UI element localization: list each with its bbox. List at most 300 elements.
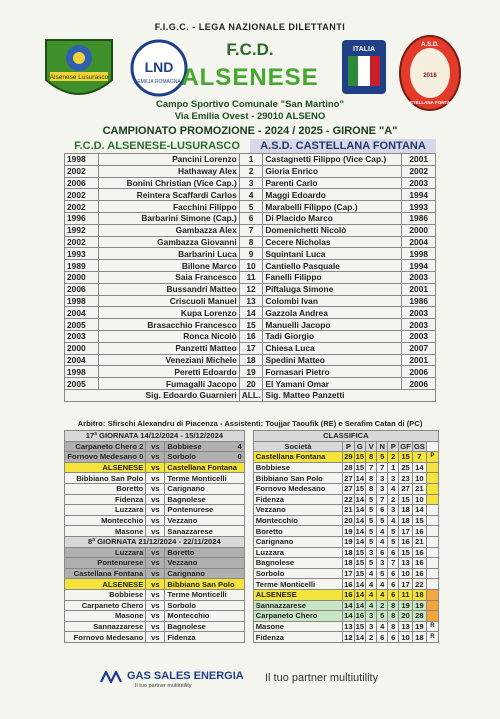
fixture-away: Bobbiese 4 <box>165 441 244 452</box>
classifica-header: Società <box>253 441 342 452</box>
standing-value: 19 <box>399 600 413 611</box>
standing-value: 16 <box>412 568 426 579</box>
fixture-away: Fidenza <box>165 632 244 643</box>
club-name: ALSENESE <box>181 64 319 91</box>
standing-value: 27 <box>399 483 413 494</box>
standing-value: 7 <box>388 558 399 569</box>
roster-row <box>65 201 436 213</box>
standing-value: 15 <box>412 515 426 526</box>
fixture-row <box>65 462 439 473</box>
home-player-year: 1993 <box>65 248 99 260</box>
standing-value: 5 <box>366 505 377 516</box>
standing-team: Vezzano <box>253 505 342 516</box>
zone-cell <box>426 441 438 452</box>
away-player-year: 1994 <box>402 260 436 272</box>
standing-value: 14 <box>412 462 426 473</box>
sponsor-sub: Il tuo partner multiutility <box>135 683 192 689</box>
standing-value: 6 <box>388 589 399 600</box>
fixture-home: Carpaneto Chero 2 <box>65 441 146 452</box>
home-player-name: Pancini Lorenzo <box>98 154 239 166</box>
fixture-row <box>65 547 439 558</box>
roster-row <box>65 366 436 378</box>
standing-value: 3 <box>377 483 388 494</box>
standing-value: 2 <box>388 494 399 505</box>
fixture-vs: vs <box>146 621 165 632</box>
away-coach: Sig. Matteo Panzetti <box>263 389 436 401</box>
standing-value: 17 <box>344 569 353 579</box>
away-logo-bottom-text: CASTELLANA FONTANA <box>403 100 457 105</box>
sponsor-brand: GAS SALES ENERGIA <box>127 670 244 682</box>
fixture-vs: vs <box>146 632 165 643</box>
zone-marker <box>426 611 438 622</box>
standing-value: 28 <box>344 463 353 473</box>
home-coach: Sig. Edoardo Guarnieri <box>65 389 240 401</box>
fixture-row <box>65 600 439 611</box>
standing-value: 22 <box>344 494 353 504</box>
standing-team: Masone <box>253 621 342 632</box>
fixture-home: Bobbiese <box>65 589 146 600</box>
standing-team: Bagnolese <box>253 558 342 569</box>
home-player-name: Kupa Lorenzo <box>98 307 239 319</box>
classifica-header: P <box>388 441 399 452</box>
away-player-name: Cecere Nicholas <box>263 236 402 248</box>
home-player-name: Barbarini Luca <box>98 248 239 260</box>
standing-value: 6 <box>388 568 399 579</box>
away-player-year: 1998 <box>402 248 436 260</box>
shirt-number: 1 <box>239 154 263 166</box>
standing-value: 23 <box>399 473 413 484</box>
standing-value: 4 <box>388 483 399 494</box>
away-player-name: Fanelli Filippo <box>263 271 402 283</box>
standing-value: 4 <box>377 589 388 600</box>
column-gap <box>244 632 253 643</box>
coach-label: ALL. <box>239 389 263 401</box>
away-player-name: Tadi Giorgio <box>263 330 402 342</box>
standing-team: Fidenza <box>253 632 342 643</box>
standing-value: 15 <box>355 621 365 631</box>
fixture-away: Carignano <box>165 568 244 579</box>
roster-row <box>65 307 436 319</box>
standing-value: 15 <box>355 452 365 462</box>
sponsor-tagline: Il tuo partner multiutility <box>265 672 379 684</box>
standing-value: 5 <box>377 452 388 463</box>
home-player-name: Veneziani Michele <box>98 354 239 366</box>
standing-value: 14 <box>344 600 353 610</box>
home-player-year: 2006 <box>65 177 99 189</box>
home-player-year: 2005 <box>65 319 99 331</box>
roster-row <box>65 319 436 331</box>
away-player-year: 1993 <box>402 201 436 213</box>
championship-title: CAMPIONATO PROMOZIONE - 2024 / 2025 - GIRONE "A" <box>102 125 398 137</box>
fixture-row <box>65 494 439 505</box>
standing-value: 14 <box>344 611 353 621</box>
fixture-vs: vs <box>146 568 165 579</box>
fixture-home: Masone <box>65 611 146 622</box>
standing-value: 5 <box>366 558 377 569</box>
roster-row <box>65 224 436 236</box>
classifica-header: P <box>343 441 355 452</box>
classifica-header: GS <box>413 441 425 451</box>
standing-value: 16 <box>412 526 426 537</box>
home-player-year: 2005 <box>65 378 99 390</box>
standing-value: 21 <box>412 536 426 547</box>
standing-value: 16 <box>355 611 365 621</box>
standing-value: 4 <box>388 515 399 526</box>
home-player-name: Bonini Christian (Vice Cap.) <box>98 177 239 189</box>
zone-marker: R <box>426 621 438 632</box>
shirt-number: 13 <box>239 295 263 307</box>
zone-marker <box>426 547 438 558</box>
away-player-name: Maggi Edoardo <box>263 189 402 201</box>
fixture-row <box>65 568 439 579</box>
fixture-row <box>65 483 439 494</box>
lnd-logo-text: LND <box>144 59 174 75</box>
standing-value: 4 <box>377 579 388 590</box>
away-player-year: 2003 <box>402 319 436 331</box>
zone-marker <box>426 494 438 505</box>
fixture-vs: vs <box>146 558 165 569</box>
standing-value: 15 <box>355 547 365 557</box>
fixture-vs: vs <box>146 526 165 537</box>
standing-value: 12 <box>344 632 353 642</box>
classifica-header: G <box>354 441 366 452</box>
standing-team: Castellana Fontana <box>253 452 342 463</box>
roster-row <box>65 354 436 366</box>
fixture-vs: vs <box>146 515 165 526</box>
standing-value: 4 <box>366 568 377 579</box>
standing-value: 5 <box>377 568 388 579</box>
standing-value: 18 <box>399 505 413 516</box>
shirt-number: 12 <box>239 283 263 295</box>
shirt-number: 19 <box>239 366 263 378</box>
standing-team: Boretto <box>253 526 342 537</box>
fixture-away: Boretto <box>165 547 244 558</box>
standing-value: 19 <box>412 600 426 611</box>
fixture-home: ALSENESE <box>65 579 146 590</box>
standing-value: 2 <box>377 600 388 611</box>
standing-value: 15 <box>399 494 413 505</box>
standing-value: 16 <box>344 579 353 589</box>
standing-team: Sorbolo <box>253 568 342 579</box>
fixture-away: Vezzano <box>165 558 244 569</box>
zone-marker <box>426 558 438 569</box>
home-player-year: 2000 <box>65 342 99 354</box>
column-gap <box>244 589 253 600</box>
home-player-name: Barbarini Simone (Cap.) <box>98 212 239 224</box>
roster-row <box>65 271 436 283</box>
away-player-name: Castagnetti Filippo (Vice Cap.) <box>263 154 402 166</box>
league-heading: F.I.G.C. - LEGA NAZIONALE DILETTANTI <box>154 22 346 32</box>
fixture-row <box>65 441 439 452</box>
standing-value: 19 <box>412 621 426 632</box>
standing-value: 10 <box>412 473 426 484</box>
roster-row <box>65 295 436 307</box>
italia-logo-text: ITALIA <box>352 46 376 53</box>
home-player-name: Criscuoli Manuel <box>98 295 239 307</box>
standing-value: 27 <box>344 484 353 494</box>
column-gap <box>244 558 253 569</box>
standing-value: 1 <box>388 462 399 473</box>
away-player-year: 2003 <box>402 330 436 342</box>
standing-value: 15 <box>355 463 365 473</box>
home-player-name: Bussandri Matteo <box>98 283 239 295</box>
away-player-year: 1986 <box>402 212 436 224</box>
fixture-row <box>65 558 439 569</box>
standing-value: 3 <box>366 547 377 558</box>
zone-marker <box>426 462 438 473</box>
standing-team: Montecchio <box>253 515 342 526</box>
giornata-row <box>65 536 439 547</box>
standing-value: 6 <box>377 547 388 558</box>
fixture-row <box>65 515 439 526</box>
zone-marker <box>426 473 438 484</box>
standing-team: Fornovo Medesano <box>253 483 342 494</box>
venue-line-2: Via Emilia Ovest - 29010 ALSENO <box>174 111 326 122</box>
home-player-year: 2003 <box>65 330 99 342</box>
away-player-name: Fornasari Pietro <box>263 366 402 378</box>
home-player-year: 2002 <box>65 236 99 248</box>
standing-team: Bibbiano San Polo <box>253 473 342 484</box>
home-player-year: 2006 <box>65 283 99 295</box>
standing-value: 5 <box>388 536 399 547</box>
fixture-home: ALSENESE <box>65 462 146 473</box>
standing-team: Terme Monticelli <box>253 579 342 590</box>
standing-value: 13 <box>399 558 413 569</box>
roster-row <box>65 248 436 260</box>
standing-value: 14 <box>355 526 365 536</box>
standing-value: 28 <box>412 611 426 622</box>
standing-value: 18 <box>344 547 353 557</box>
home-player-name: Peretti Edoardo <box>98 366 239 378</box>
shirt-number: 20 <box>239 378 263 390</box>
fixture-away: Montecchio <box>165 611 244 622</box>
away-player-year: 2007 <box>402 342 436 354</box>
away-player-name: Chiesa Luca <box>263 342 402 354</box>
fixture-score: 4 <box>237 441 242 451</box>
home-player-name: Saia Francesco <box>98 271 239 283</box>
zone-marker <box>426 589 438 600</box>
column-gap <box>244 536 253 547</box>
standing-team: Carignano <box>253 536 342 547</box>
away-player-year: 2001 <box>402 154 436 166</box>
roster-row <box>65 154 436 166</box>
roster-row <box>65 189 436 201</box>
away-player-year: 2002 <box>402 165 436 177</box>
standing-value: 16 <box>412 547 426 558</box>
standing-value: 4 <box>377 621 388 632</box>
gas-sales-logo-icon <box>100 671 124 683</box>
standing-value: 15 <box>355 569 365 579</box>
standing-team: Luzzara <box>253 547 342 558</box>
away-player-name: Gioria Enrico <box>263 165 402 177</box>
away-player-name: Parenti Carlo <box>263 177 402 189</box>
standing-value: 3 <box>388 505 399 516</box>
home-player-year: 1992 <box>65 224 99 236</box>
standing-value: 4 <box>366 589 377 600</box>
standing-value: 14 <box>412 505 426 516</box>
column-gap <box>244 431 253 442</box>
header-row <box>65 431 439 442</box>
home-player-year: 1996 <box>65 212 99 224</box>
zone-marker <box>426 579 438 590</box>
standing-value: 5 <box>366 536 377 547</box>
standing-value: 8 <box>388 621 399 632</box>
fixture-home: Fornovo Medesano <box>65 632 146 643</box>
away-player-name: Gazzola Andrea <box>263 307 402 319</box>
fixture-away: Castellana Fontana <box>165 462 244 473</box>
column-gap <box>244 462 253 473</box>
away-logo-year: 2018 <box>423 73 437 79</box>
shirt-number: 11 <box>239 271 263 283</box>
column-gap <box>244 452 253 463</box>
roster-row <box>65 378 436 390</box>
home-player-name: Ronca Nicolò <box>98 330 239 342</box>
column-gap <box>244 526 253 537</box>
home-player-year: 2002 <box>65 201 99 213</box>
zone-marker: R <box>426 632 438 643</box>
away-player-name: Manuelli Jacopo <box>263 319 402 331</box>
standing-value: 4 <box>366 579 377 590</box>
fixture-vs: vs <box>146 589 165 600</box>
fixture-home: Boretto <box>65 483 146 494</box>
shirt-number: 2 <box>239 165 263 177</box>
shirt-number: 16 <box>239 330 263 342</box>
home-player-year: 2004 <box>65 307 99 319</box>
classifica-title: CLASSIFICA <box>253 431 438 442</box>
classifica-header: GF <box>400 441 411 451</box>
away-player-name: Squintani Luca <box>263 248 402 260</box>
fixture-away: Bagnolese <box>165 621 244 632</box>
standing-value: 5 <box>366 494 377 505</box>
home-player-name: Brasacchio Francesco <box>98 319 239 331</box>
standing-value: 20 <box>344 516 353 526</box>
column-gap <box>244 473 253 484</box>
standing-value: 20 <box>399 611 413 622</box>
standing-team: ALSENESE <box>253 589 342 600</box>
standing-value: 4 <box>377 536 388 547</box>
home-player-year: 2002 <box>65 165 99 177</box>
fixture-row <box>65 611 439 622</box>
standing-value: 27 <box>344 473 353 483</box>
standing-value: 16 <box>412 558 426 569</box>
away-player-year: 2006 <box>402 378 436 390</box>
standing-value: 3 <box>366 621 377 632</box>
staff-row <box>65 389 436 401</box>
fixture-vs: vs <box>146 611 165 622</box>
column-gap <box>244 600 253 611</box>
standing-value: 14 <box>355 516 365 526</box>
standing-value: 29 <box>344 452 353 462</box>
fixture-row <box>65 526 439 537</box>
home-player-name: Gambazza Alex <box>98 224 239 236</box>
home-player-year: 2004 <box>65 354 99 366</box>
standing-value: 8 <box>388 600 399 611</box>
standing-value: 21 <box>412 483 426 494</box>
standing-value: 2 <box>388 452 399 463</box>
zone-marker <box>426 568 438 579</box>
standing-value: 5 <box>388 526 399 537</box>
roster-row <box>65 342 436 354</box>
away-player-year: 1994 <box>402 189 436 201</box>
venue-info <box>0 99 500 123</box>
standing-value: 16 <box>344 590 353 600</box>
standing-value: 15 <box>399 452 413 463</box>
venue-line-1: Campo Sportivo Comunale "San Martino" <box>156 99 344 110</box>
fixture-home: Luzzara <box>65 505 146 516</box>
home-player-name: Hathaway Alex <box>98 165 239 177</box>
column-gap <box>244 611 253 622</box>
home-player-name: Reintera Scaffardi Carlos <box>98 189 239 201</box>
home-player-year: 1998 <box>65 366 99 378</box>
roster-row <box>65 165 436 177</box>
fixture-away: Bagnolese <box>165 494 244 505</box>
column-gap <box>244 494 253 505</box>
standing-team: Fidenza <box>253 494 342 505</box>
home-player-year: 1998 <box>65 154 99 166</box>
standing-value: 5 <box>377 515 388 526</box>
column-gap <box>244 568 253 579</box>
fixture-vs: vs <box>146 505 165 516</box>
away-player-year: 1986 <box>402 295 436 307</box>
fixture-home: Castellana Fontana <box>65 568 146 579</box>
away-player-year: 2006 <box>402 366 436 378</box>
fixture-away: Bibbiano San Polo <box>165 579 244 590</box>
home-logo-text: Alsenese Lusurasco <box>49 74 109 81</box>
standing-value: 7 <box>366 462 377 473</box>
sponsor-footer <box>100 670 400 694</box>
fixture-away: Sorbolo 0 <box>165 452 244 463</box>
standing-team: Carpaneto Chero <box>253 611 342 622</box>
home-player-name: Billone Marco <box>98 260 239 272</box>
standing-value: 6 <box>388 579 399 590</box>
column-gap <box>244 621 253 632</box>
fixture-home: Luzzara <box>65 547 146 558</box>
standing-value: 14 <box>355 505 365 515</box>
club-prefix: F.C.D. <box>226 40 274 59</box>
standing-value: 14 <box>355 590 365 600</box>
roster-row <box>65 236 436 248</box>
fixture-home: Fidenza <box>65 494 146 505</box>
standing-value: 17 <box>399 579 413 590</box>
zone-marker <box>426 483 438 494</box>
zone-marker <box>426 600 438 611</box>
fixture-vs: vs <box>146 473 165 484</box>
standing-value: 3 <box>366 611 377 622</box>
standing-value: 13 <box>344 621 353 631</box>
fixture-row <box>65 579 439 590</box>
shirt-number: 14 <box>239 307 263 319</box>
fixtures-standings-table <box>64 430 439 643</box>
fixture-home: Sannazzarese <box>65 621 146 632</box>
roster-table <box>64 153 436 402</box>
standing-value: 4 <box>366 600 377 611</box>
standing-value: 8 <box>366 483 377 494</box>
standing-value: 14 <box>355 632 365 642</box>
away-player-year: 2000 <box>402 224 436 236</box>
fixture-home: Carpaneto Chero <box>65 600 146 611</box>
column-gap <box>244 441 253 452</box>
standing-value: 2 <box>366 632 377 643</box>
fixture-home: Pontenurese <box>65 558 146 569</box>
home-player-name: Fumagalli Jacopo <box>98 378 239 390</box>
fixture-row <box>65 452 439 463</box>
standing-value: 17 <box>399 526 413 537</box>
away-player-name: Piftaluga Simone <box>263 283 402 295</box>
fixture-vs: vs <box>146 600 165 611</box>
standing-value: 6 <box>377 632 388 643</box>
standing-value: 18 <box>344 558 353 568</box>
fixture-away: Carignano <box>165 483 244 494</box>
